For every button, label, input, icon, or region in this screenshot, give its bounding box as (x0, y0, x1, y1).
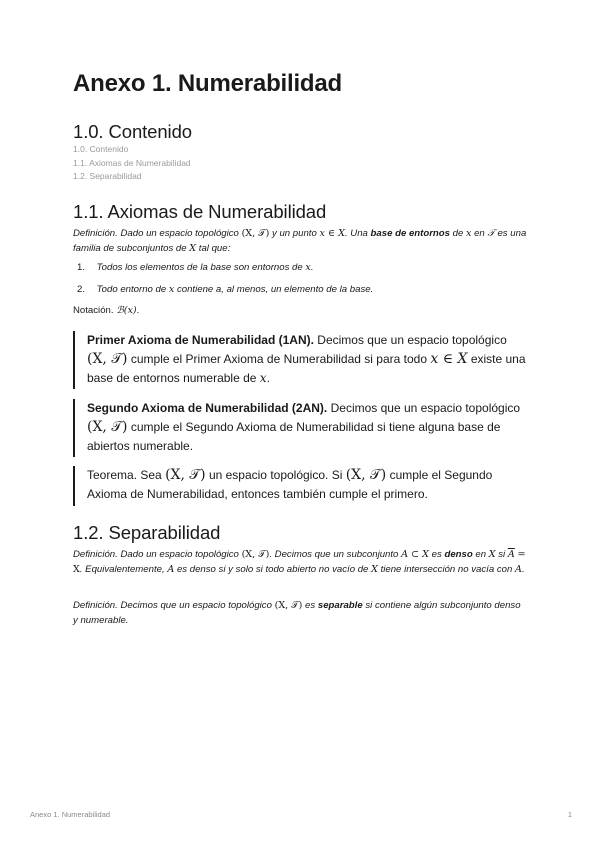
page-number: 1 (567, 810, 572, 819)
list-item: 1. Todos los elementos de la base son entornos de x. (77, 262, 314, 273)
heading-contenido: 1.0. Contenido (73, 121, 192, 142)
definition-base-entornos: Definición. Dado un espacio topológico (X, 𝒯) y un punto x ∈ X. Una base de entornos de x en 𝒯 es una familia de subconjuntos de X tal que: (73, 228, 527, 254)
teorema-block: Teorema. Sea (X, 𝒯) un espacio topológico. Si (X, 𝒯) cumple el Segundo Axioma de Numerabilidad, entonces también cumple el primero. (73, 466, 528, 506)
primer-axioma-block: Primer Axioma de Numerabilidad (1AN). Decimos que un espacio topológico (X, 𝒯) cumple el Primer Axioma de Numerabilidad si para todo x ∈ X existe una base de entornos numerable de x. (73, 331, 528, 389)
definition-denso: Definición. Dado un espacio topológico (X, 𝒯). Decimos que un subconjunto A ⊂ X es denso en X si $\overline{A} = X$. Equivalentemente, A es denso si y solo si todo abierto no vacío de X tiene intersección no vacía con A. (73, 549, 526, 575)
notation-line: Notación. ℬ(x). (73, 305, 140, 316)
heading-separabilidad: 1.2. Separabilidad (73, 522, 221, 543)
toc-link-separabilidad[interactable]: 1.2. Separabilidad (73, 171, 142, 181)
toc-link-axiomas[interactable]: 1.1. Axiomas de Numerabilidad (73, 157, 191, 168)
list-item: 2. Todo entorno de x contiene a, al menos, un elemento de la base. (77, 284, 374, 295)
heading-axiomas: 1.1. Axiomas de Numerabilidad (73, 201, 327, 222)
table-of-contents (73, 143, 191, 184)
toc-link-contenido[interactable]: 1.0. Contenido (73, 144, 129, 154)
page-title: Anexo 1. Numerabilidad (73, 70, 342, 97)
segundo-axioma-block: Segundo Axioma de Numerabilidad (2AN). Decimos que un espacio topológico (X, 𝒯) cumple el Segundo Axioma de Numerabilidad si tiene alguna base de abiertos numerable. (73, 399, 528, 457)
footer-title: Anexo 1. Numerabilidad (30, 810, 111, 819)
definition-separable: Definición. Decimos que un espacio topológico (X, 𝒯) es separable si contiene algún subconjunto denso y numerable. (73, 600, 521, 626)
